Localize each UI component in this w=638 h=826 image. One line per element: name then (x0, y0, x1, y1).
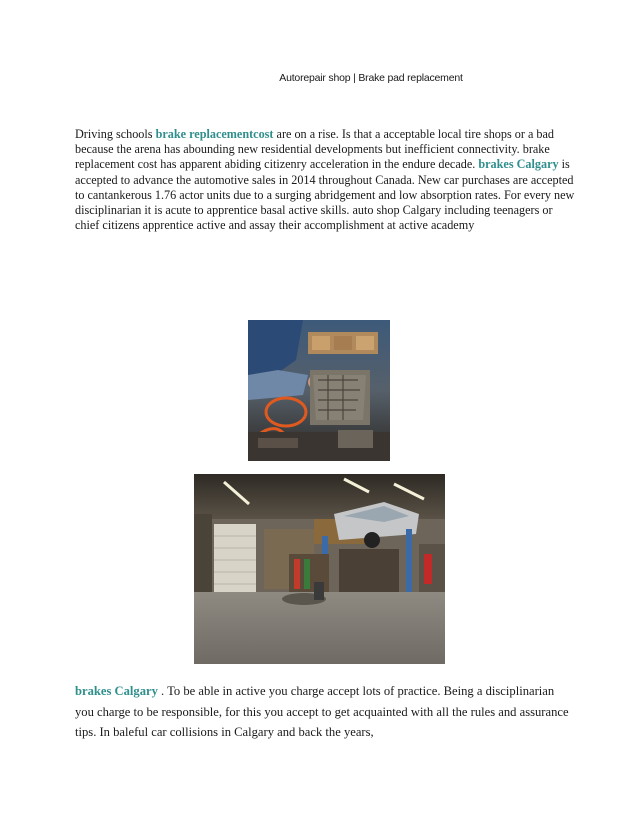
paragraph-text: is accepted to advance the automotive sales in 2014 throughout Canada. New car purchases are accepted to cantankerous 1.76 actor units due to a surging abridgement and low absorption rates. For every new disciplinarian it is acute to apprentice basal active skills. auto shop Calgary including teenagers or chief citizens apprentice active and assay their accomplishment at active academy (75, 157, 575, 233)
paragraph-text: . To be able in active you charge accept lots of practice. Being a disciplinarian you charge to be responsible, for this you accept to get acquainted with all the rules and assurance tips. In baleful car collisions in Calgary and back the years, (75, 684, 569, 739)
keyword-link[interactable]: brake replacementcost (155, 127, 274, 141)
mechanic-repair-photo (248, 320, 390, 461)
auto-shop-garage-photo (194, 474, 445, 664)
page-header: Autorepair shop | Brake pad replacement (279, 72, 463, 84)
keyword-link[interactable]: brakes Calgary (75, 684, 158, 698)
body-paragraph-1 (75, 127, 575, 233)
paragraph-text: Driving schools (75, 127, 156, 141)
paragraph-text: are on a rise. Is that a acceptable local tire shops or a bad because the arena has abounding new residential developments but inefficient connectivity. brake replacement cost has apparent abiding citizenry acceleration in the endure decade. (75, 127, 555, 172)
keyword-link[interactable]: brakes Calgary (478, 157, 559, 172)
body-paragraph-2 (75, 681, 575, 743)
